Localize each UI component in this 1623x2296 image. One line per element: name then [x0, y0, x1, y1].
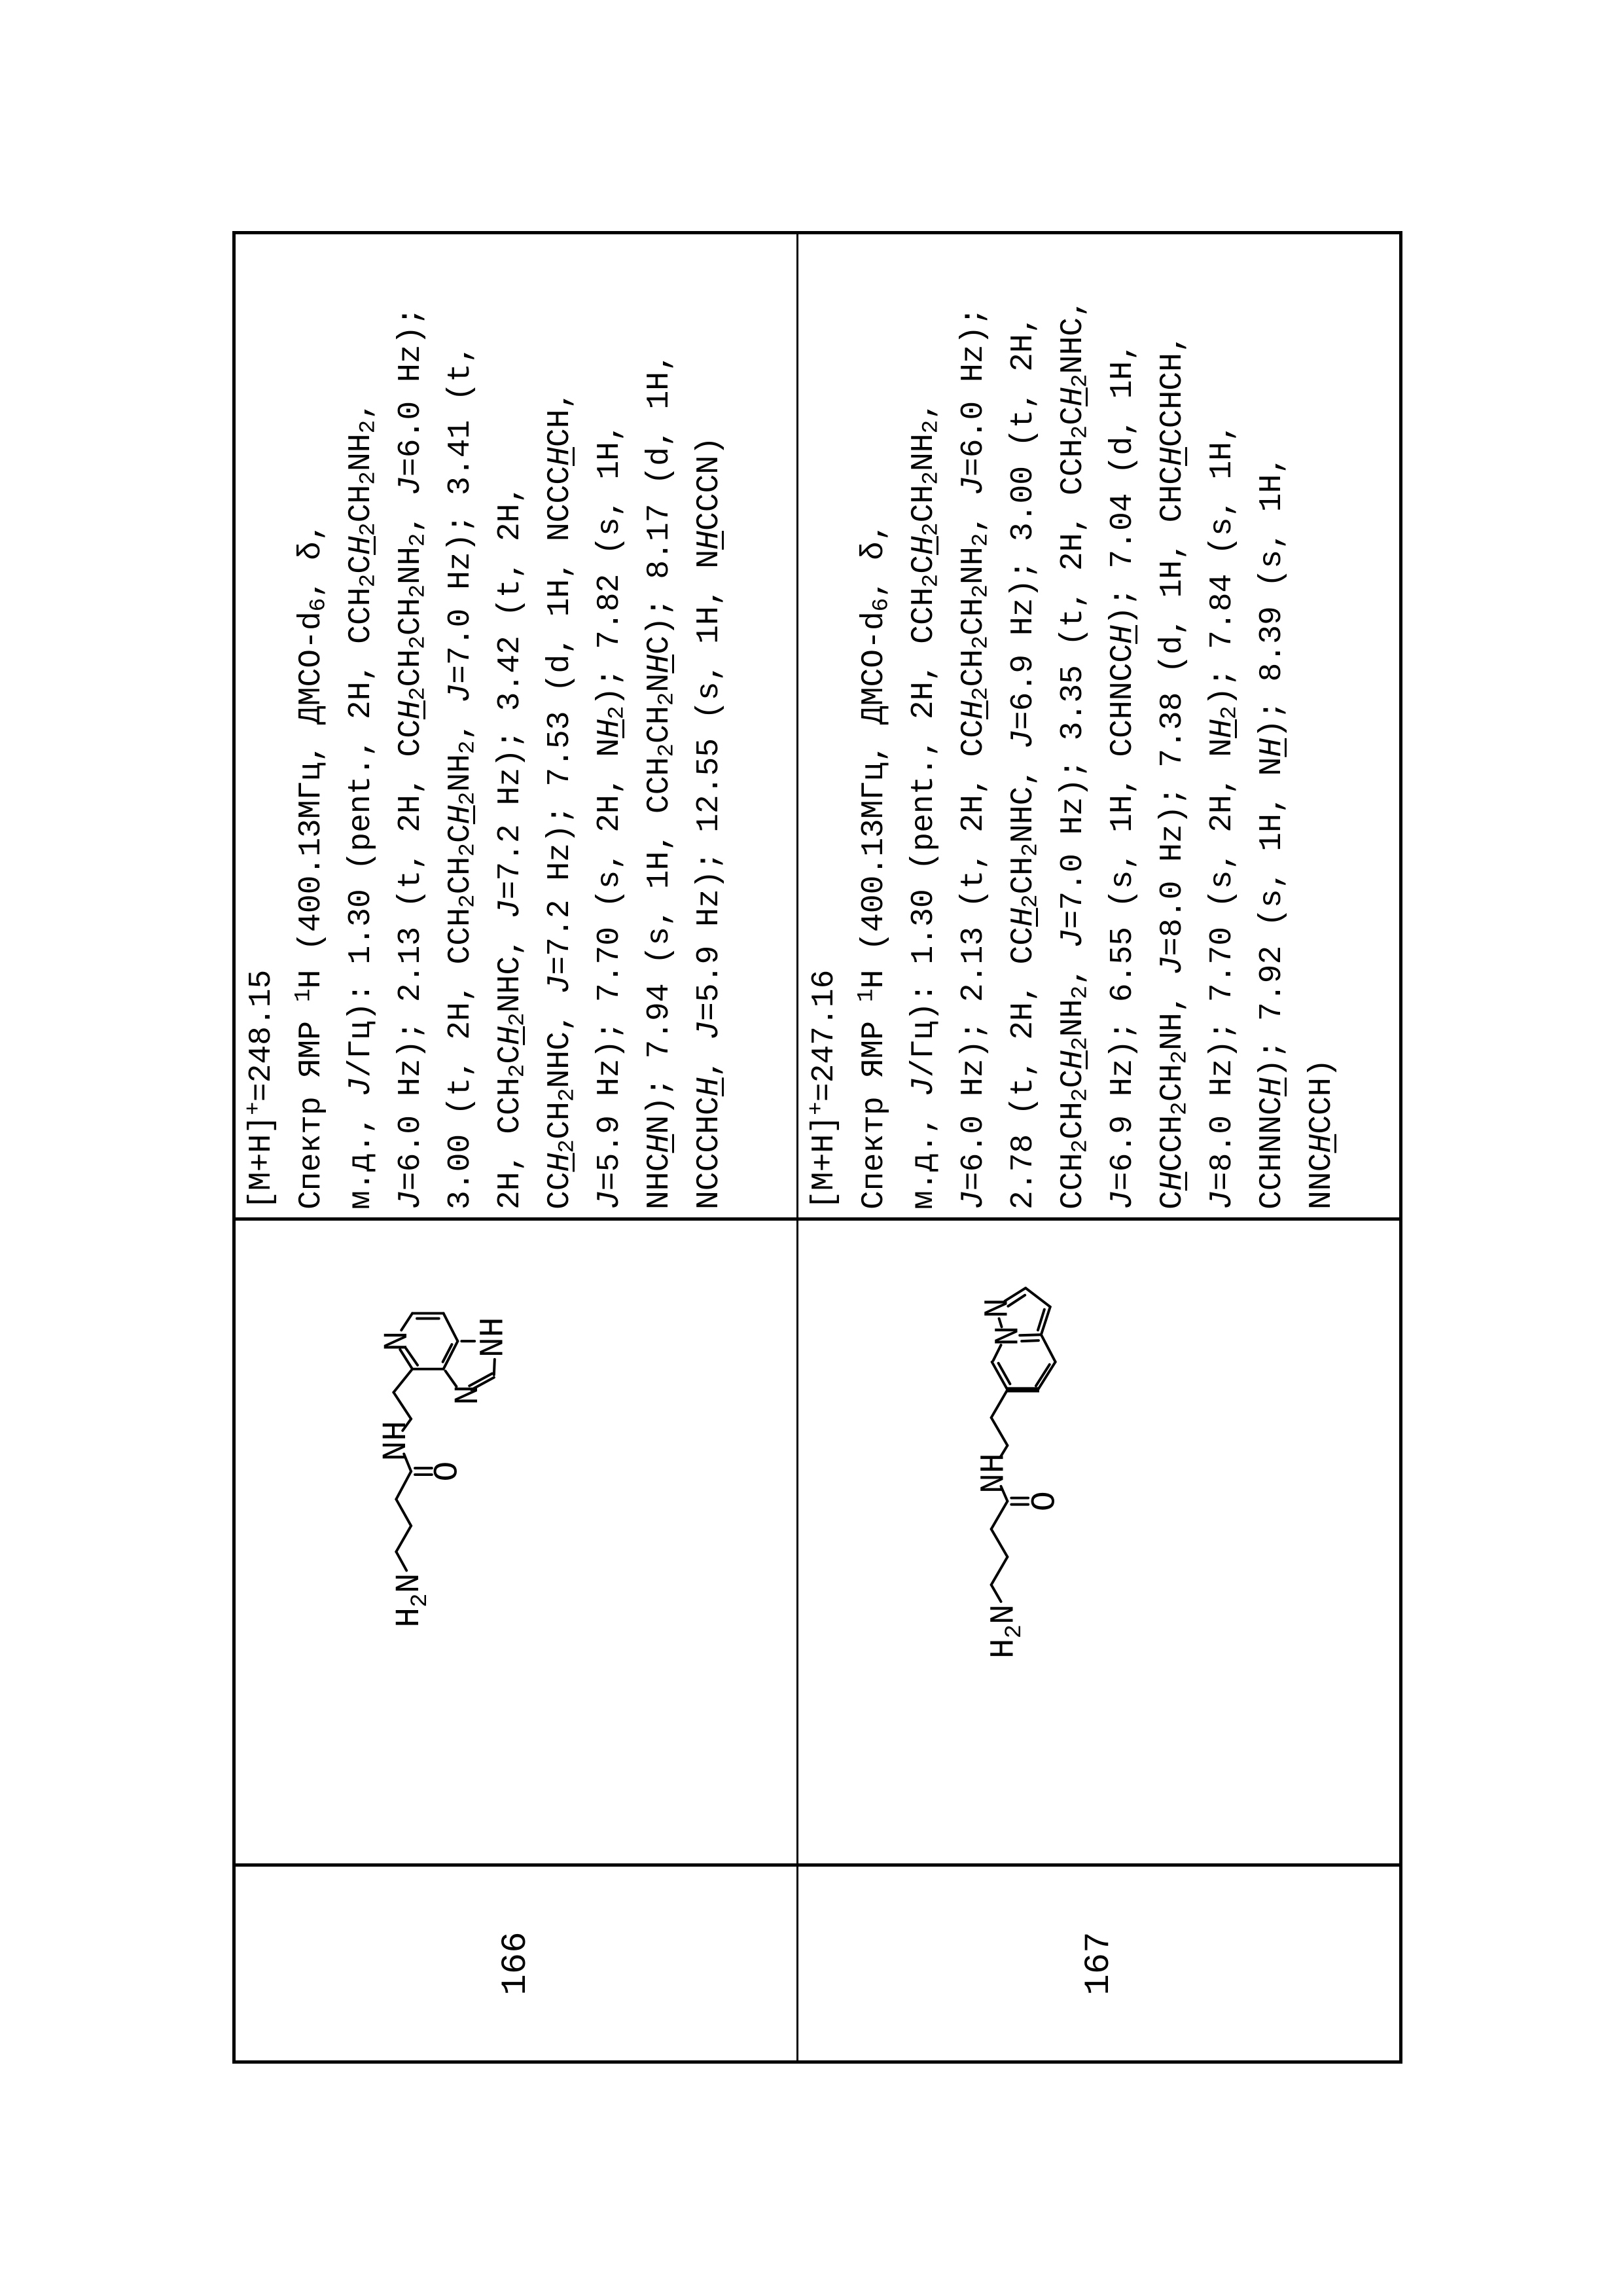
- underlined-proton: H: [692, 531, 727, 550]
- carbonyl-o-label: O: [429, 1461, 467, 1482]
- amide-nh-label: NH: [378, 1420, 416, 1462]
- spectrum-line: [M+H]+=247.16: [804, 969, 842, 1210]
- underlined-proton: H: [1304, 1134, 1340, 1153]
- amine-label: $H_2N$: [391, 1573, 433, 1628]
- compound-number-cell: [236, 1863, 796, 2060]
- structure-cell: [798, 1217, 1399, 1863]
- compound-number: 167: [1079, 1931, 1119, 1996]
- underlined-proton: $H_2$: [1056, 1037, 1094, 1069]
- spectrum-line: 2H, $CCH_2CH_2NHC$, J=7.2 Hz); 3.42 (t, 2H,: [493, 484, 531, 1210]
- spectrum-line: J=6.9 Hz); 6.55 (s, 1H, CCHNCCH); 7.04 (d, 1H,: [1105, 342, 1141, 1210]
- underlined-proton: $H_2$: [393, 687, 431, 720]
- pyrazole-n-label: N: [979, 1298, 1018, 1319]
- table-row: [236, 234, 798, 2060]
- underlined-proton: H: [1155, 447, 1190, 466]
- spectrum-line: м.д., J/Гц): 1.30 (pent., 2H, $CCH_2CH_2CH_2NH_2$,: [344, 401, 382, 1210]
- imidazole-nh-label: NH: [474, 1317, 513, 1358]
- structure-166-drawing: [236, 1221, 796, 1863]
- underlined-proton: $H_2$: [443, 791, 481, 825]
- imidazole-n-label: N: [450, 1384, 488, 1405]
- underlined-proton: H: [1255, 738, 1290, 757]
- spectrum-line: NCCCHCH, J=5.9 Hz); 12.55 (s, 1H, NHCCCN): [692, 436, 727, 1210]
- spectrum-line: м.д., J/Гц): 1.30 (pent., 2H, $CCH_2CH_2CH_2NH_2$,: [906, 401, 944, 1210]
- underlined-proton: $H_2$: [1056, 374, 1094, 406]
- underlined-proton: H: [642, 1134, 677, 1153]
- spectrum-line: $CCH_2CH_2CH_2NH_2$, J=7.0 Hz); 3.35 (t, 2H, $CCH_2CH_2NHC$,: [1056, 298, 1094, 1210]
- underlined-proton: $H_2$: [592, 706, 630, 738]
- underlined-proton: $H_2$: [1205, 706, 1243, 738]
- underlined-proton: H: [1255, 1077, 1290, 1097]
- spectrum-line: J=6.0 Hz); 2.13 (t, 2H, $CCH_2CH_2CH_2NH_2$, J=6.0 Hz);: [956, 306, 994, 1210]
- bridge-n-label: N: [990, 1325, 1028, 1346]
- spectrum-line: J=8.0 Hz); 7.70 (s, 2H, $NH_2$); 7.84 (s, 1H,: [1205, 423, 1243, 1210]
- compound-table: [232, 231, 1402, 2064]
- structure-cell: [236, 1217, 796, 1863]
- spectrum-line: Спектр ЯМР $^1$H (400.13МГц, ДМСО-$d_6$, δ,: [853, 522, 895, 1210]
- spectrum-cell: [236, 234, 796, 1217]
- underlined-proton: H: [543, 447, 578, 466]
- compound-number-cell: [798, 1863, 1399, 2060]
- underlined-proton: H: [1155, 1172, 1190, 1191]
- spectrum-line: Спектр ЯМР $^1$H (400.13МГц, ДМСО-$d_6$, δ,: [291, 522, 332, 1210]
- spectrum-line: 3.00 (t, 2H, $CCH_2CH_2CH_2NH_2$, J=7.0 Hz); 3.41 (t,: [443, 344, 481, 1210]
- carbonyl-o-label: O: [1026, 1491, 1065, 1512]
- compound-number: 166: [496, 1931, 536, 1996]
- underlined-proton: $H_2$: [906, 522, 944, 555]
- underlined-proton: $H_2$: [956, 687, 994, 720]
- table-row: [798, 234, 1399, 2060]
- underlined-proton: H: [1105, 625, 1141, 644]
- underlined-proton: $H_2$: [543, 1139, 580, 1172]
- underlined-proton: $H_2$: [493, 1013, 531, 1045]
- spectrum-line: $CHCCH_2CH_2NH$, J=8.0 Hz); 7.38 (d, 1H, CHCHCCHCH,: [1155, 334, 1193, 1210]
- underlined-proton: $H_2$: [1006, 894, 1044, 927]
- underlined-proton: H: [692, 1077, 727, 1097]
- amide-nh-label: NH: [975, 1453, 1014, 1494]
- spectrum-line: [M+H]+=248.15: [241, 969, 279, 1210]
- spectrum-line: J=6.0 Hz); 2.13 (t, 2H, $CCH_2CH_2CH_2NH_2$, J=6.0 Hz);: [393, 306, 431, 1210]
- spectrum-line: CCHNNCH); 7.92 (s, 1H, NH); 8.39 (s, 1H,: [1255, 455, 1290, 1210]
- pyridine-n-label: N: [379, 1331, 418, 1352]
- amine-label: $H_2N$: [985, 1604, 1028, 1659]
- underlined-proton: $H_2$: [344, 522, 382, 555]
- spectrum-line: J=5.9 Hz); 7.70 (s, 2H, $NH_2$); 7.82 (s, 1H,: [592, 423, 630, 1210]
- spectrum-line: $CCH_2CH_2NHC$, J=7.2 Hz); 7.53 (d, 1H, NCCCHCH,: [543, 390, 580, 1210]
- spectrum-line: NNCHCCH): [1304, 1058, 1340, 1210]
- spectrum-cell: [798, 234, 1399, 1217]
- spectrum-line: 2.78 (t, 2H, $CCH_2CH_2NHC$, J=6.9 Hz); 3.00 (t, 2H,: [1006, 315, 1044, 1210]
- spectrum-line: NHCHN); 7.94 (s, 1H, $CCH_2CH_2NHC$); 8.17 (d, 1H,: [642, 353, 680, 1210]
- underlined-proton: H: [642, 654, 677, 673]
- structure-167-drawing: [798, 1221, 1399, 1863]
